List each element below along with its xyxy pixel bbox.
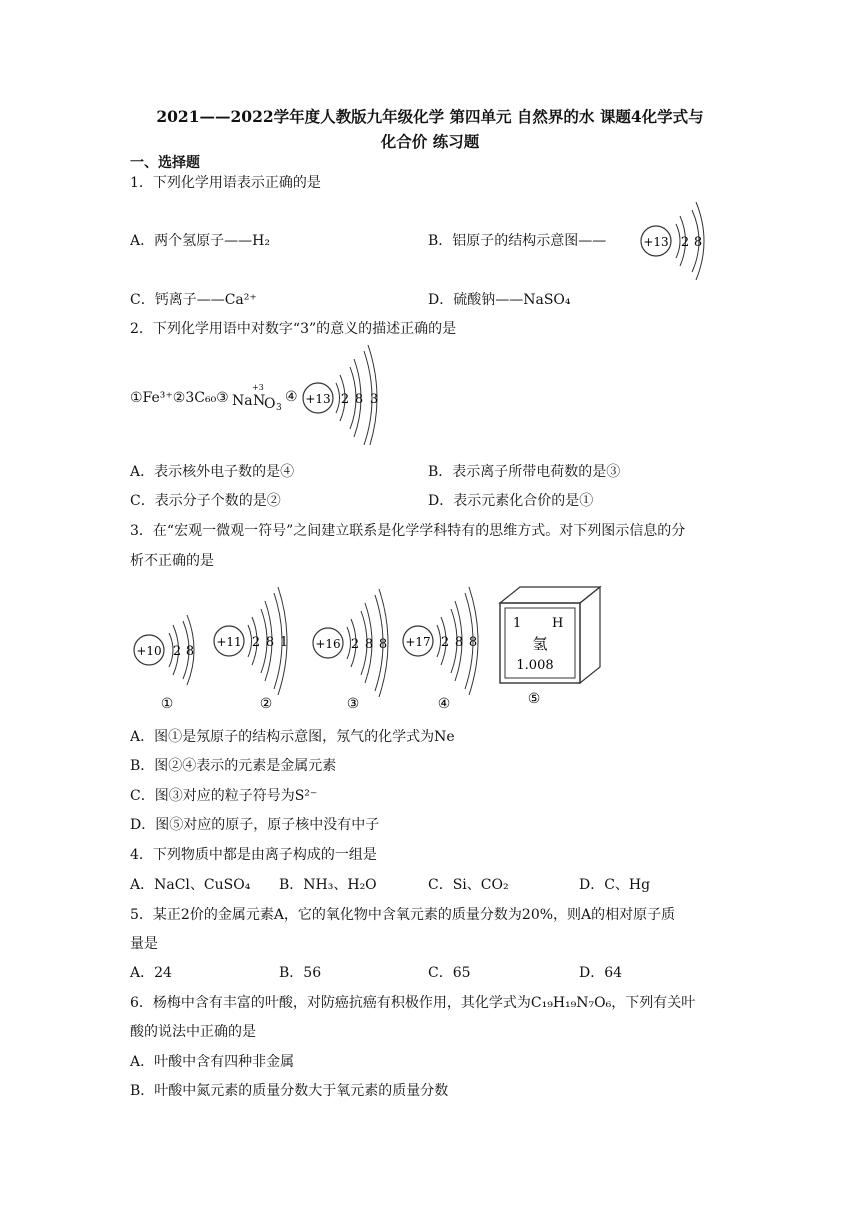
q3-option-a: A．图①是氖原子的结构示意图，氖气的化学式为Ne xyxy=(130,729,455,745)
q2-circled-4: ④ xyxy=(285,389,298,405)
q1-option-d: D．硫酸钠——NaSO₄ xyxy=(428,292,571,308)
q2-shell-3: 3 xyxy=(369,392,379,407)
q2-nucleus-label: +13 xyxy=(305,392,331,406)
q3-element-label: ⑤ xyxy=(527,691,541,707)
section-heading: 一、选择题 xyxy=(130,155,200,171)
q2-option-d: D．表示元素化合价的是① xyxy=(428,493,594,509)
q3-d1-nucleus: +10 xyxy=(136,644,162,658)
q1-option-a: A．两个氢原子——H₂ xyxy=(130,233,270,249)
q3-d2-shell-1: 2 xyxy=(251,635,261,650)
q1-shell-2: 8 xyxy=(693,235,703,250)
q4-option-d: D．C、Hg xyxy=(579,877,651,893)
q3-option-c: C．图③对应的粒子符号为S²⁻ xyxy=(130,788,318,804)
q3-atom-diagram-2 xyxy=(214,587,288,712)
q3-d1-shell-2: 8 xyxy=(185,644,195,659)
q3-d2-nucleus: +11 xyxy=(216,635,242,649)
q3-element-number: 1 xyxy=(513,616,522,631)
q2-o-symbol: O xyxy=(264,396,276,412)
q2-n-symbol: N xyxy=(253,393,266,409)
q3-d3-shell-3: 8 xyxy=(378,637,388,652)
q3-d4-label: ④ xyxy=(437,696,451,712)
q1-nucleus-label: +13 xyxy=(643,235,669,249)
q4-option-a: A．NaCl、CuSO₄ xyxy=(130,877,251,893)
q1-stem: 1．下列化学用语表示正确的是 xyxy=(130,175,321,191)
q3-d3-label: ③ xyxy=(346,696,360,712)
q3-atom-diagram-4 xyxy=(403,587,478,712)
q2-shell-2: 8 xyxy=(354,392,364,407)
q5-option-d: D．64 xyxy=(579,965,623,981)
q3-option-b: B．图②④表示的元素是金属元素 xyxy=(130,758,337,774)
q3-atom-diagram-1 xyxy=(134,615,194,712)
q4-stem: 4．下列物质中都是由离子构成的一组是 xyxy=(130,847,377,863)
q3-stem-line2: 析不正确的是 xyxy=(130,553,214,569)
doc-title-line2: 化合价 练习题 xyxy=(380,132,480,151)
q3-d3-shell-1: 2 xyxy=(350,637,360,652)
q5-option-a: A．24 xyxy=(130,965,172,981)
q3-d4-shell-1: 2 xyxy=(440,635,450,650)
q2-option-b: B．表示离子所带电荷数的是③ xyxy=(428,464,621,480)
q3-d4-shell-2: 8 xyxy=(454,635,464,650)
q4-option-b: B．NH₃、H₂O xyxy=(279,877,377,893)
q3-d2-shell-3: 1 xyxy=(279,635,289,650)
q2-formula-prefix: ①Fe³⁺②3C₆₀③ xyxy=(130,390,229,406)
q3-d1-label: ① xyxy=(160,696,174,712)
q5-stem-line1: 5．某正2价的金属元素A，它的氧化物中含氧元素的质量分数为20%，则A的相对原子质 xyxy=(130,907,676,923)
q3-d3-nucleus: +16 xyxy=(315,637,341,651)
q2-na-symbol: Na xyxy=(232,393,253,409)
q6-option-a: A．叶酸中含有四种非金属 xyxy=(130,1054,295,1070)
q3-d4-shell-3: 8 xyxy=(468,635,478,650)
q6-stem-line1: 6．杨梅中含有丰富的叶酸，对防癌抗癌有积极作用，其化学式为C₁₉H₁₉N₇O₆，下列有关叶 xyxy=(130,995,696,1011)
q2-shell-1: 2 xyxy=(340,392,350,407)
q6-stem-line2: 酸的说法中正确的是 xyxy=(130,1024,256,1040)
q3-atom-diagram-3 xyxy=(313,589,388,712)
q6-option-b: B．叶酸中氮元素的质量分数大于氧元素的质量分数 xyxy=(130,1083,449,1099)
q1-shell-1: 2 xyxy=(680,235,690,250)
q3-stem-line1: 3．在“宏观一微观一符号”之间建立联系是化学学科特有的思维方式。对下列图示信息的分 xyxy=(130,523,686,539)
q3-d4-nucleus: +17 xyxy=(405,635,431,649)
q2-n-charge: +3 xyxy=(252,383,264,392)
q1-atom-diagram xyxy=(632,200,712,280)
q3-element-mass: 1.008 xyxy=(516,658,554,673)
q2-o-subscript: 3 xyxy=(276,403,282,413)
q4-option-c: C．Si、CO₂ xyxy=(428,877,509,893)
q5-option-b: B．56 xyxy=(279,965,322,981)
q2-option-a: A．表示核外电子数的是④ xyxy=(130,464,295,480)
q1-option-c: C．钙离子——Ca²⁺ xyxy=(130,292,257,308)
q3-element-symbol: H xyxy=(552,616,564,631)
q2-atom-diagram xyxy=(300,345,390,445)
q3-d2-label: ② xyxy=(259,696,273,712)
q5-option-c: C．65 xyxy=(428,965,471,981)
q1-option-b: B．铝原子的结构示意图—— xyxy=(428,233,607,249)
q3-d1-shell-1: 2 xyxy=(172,644,182,659)
q3-option-d: D．图⑤对应的原子，原子核中没有中子 xyxy=(130,817,380,833)
q3-diagram-group xyxy=(125,585,625,715)
q3-element-name: 氢 xyxy=(532,635,548,653)
q3-d3-shell-2: 8 xyxy=(364,637,374,652)
q2-option-c: C．表示分子个数的是② xyxy=(130,493,281,509)
q3-element-cube xyxy=(500,587,600,707)
q2-stem: 2．下列化学用语中对数字“3”的意义的描述正确的是 xyxy=(130,321,457,337)
doc-title-line1: 2021——2022学年度人教版九年级化学 第四单元 自然界的水 课题4化学式与 xyxy=(156,107,704,126)
q3-d2-shell-2: 8 xyxy=(265,635,275,650)
q5-stem-line2: 量是 xyxy=(130,936,158,952)
